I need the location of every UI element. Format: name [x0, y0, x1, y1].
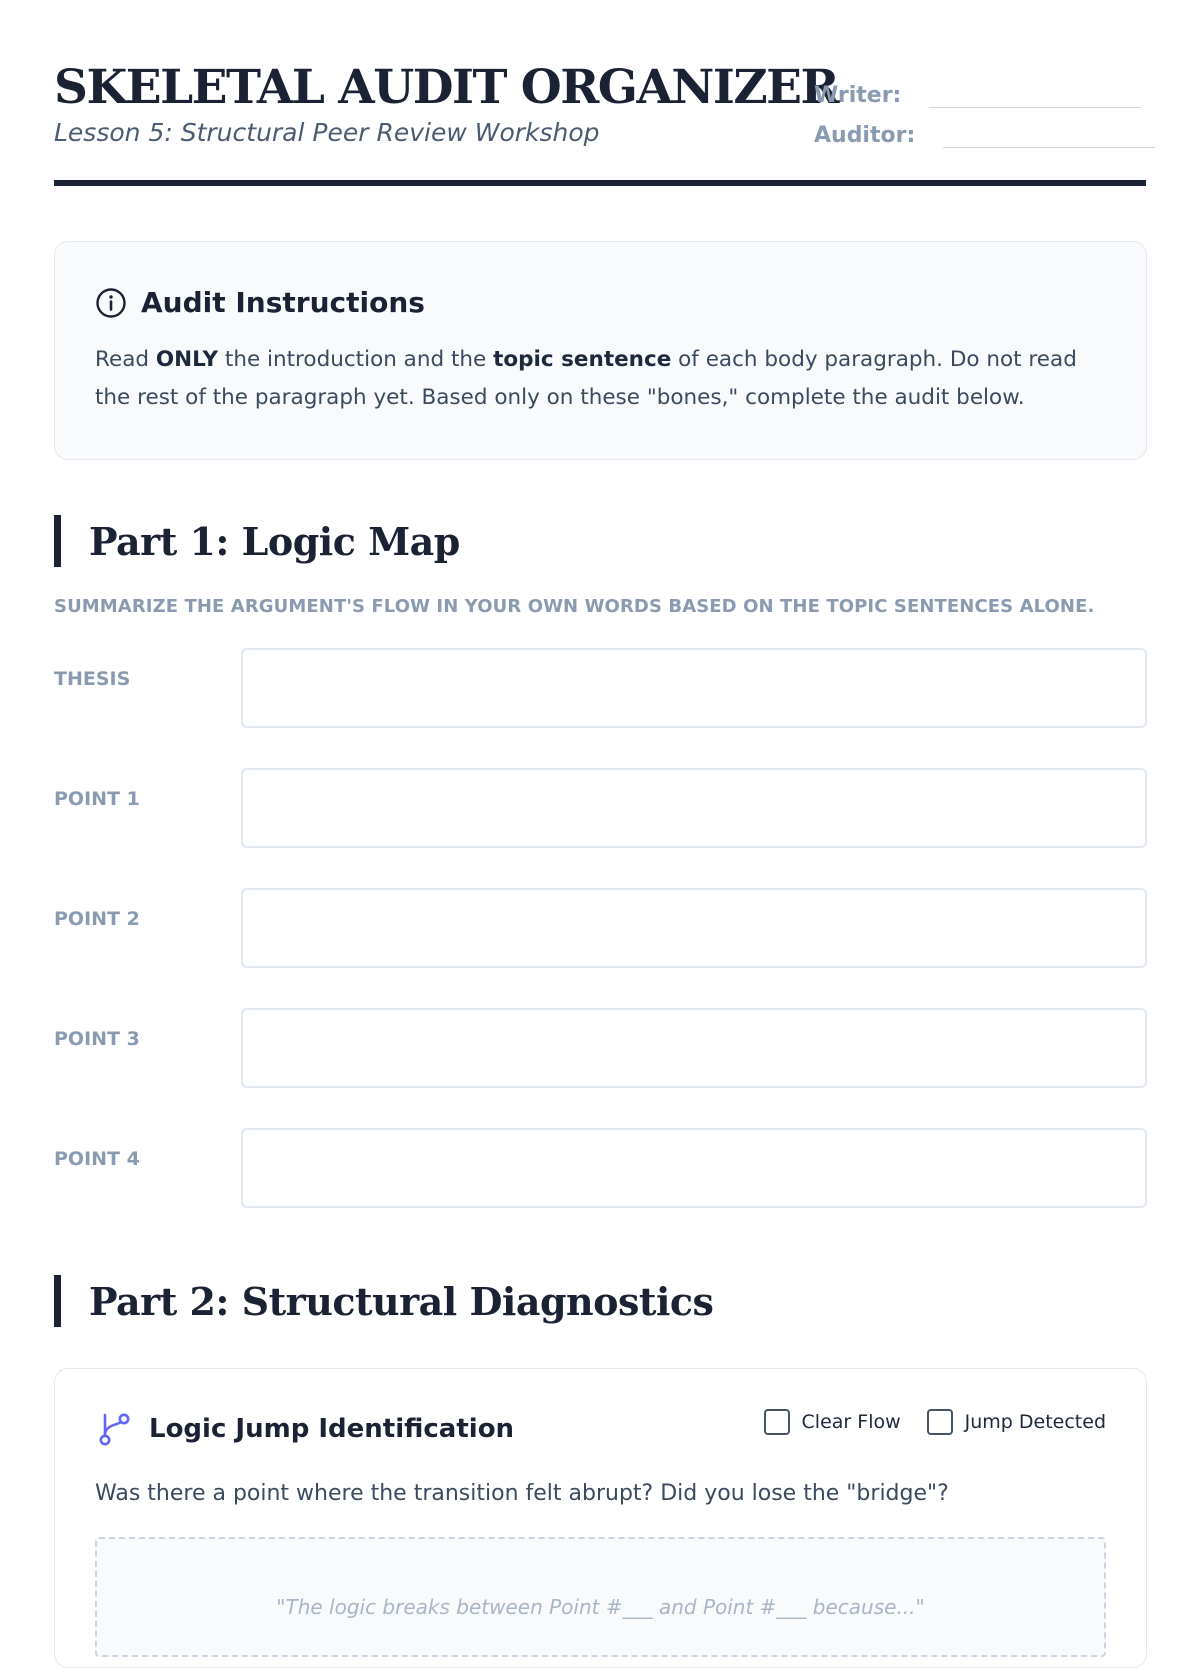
jump-detected-label: Jump Detected — [964, 1411, 1106, 1433]
jump-detected-checkbox[interactable] — [927, 1409, 953, 1435]
point-3-answer-box[interactable] — [241, 1008, 1147, 1088]
logic-map-label: POINT 1 — [54, 788, 140, 810]
logic-map-row-thesis — [54, 648, 1147, 728]
instructions-box — [54, 241, 1147, 460]
clear-flow-label: Clear Flow — [801, 1411, 901, 1433]
info-icon — [95, 287, 127, 319]
git-branch-icon — [97, 1411, 133, 1447]
header — [54, 0, 1146, 186]
jump-detected-option[interactable] — [927, 1409, 1106, 1435]
part2-heading — [54, 1275, 713, 1327]
instructions-header — [95, 286, 1106, 319]
thesis-answer-box[interactable] — [241, 648, 1147, 728]
part2-heading-text: Part 2: Structural Diagnostics — [89, 1278, 714, 1324]
point-2-answer-box[interactable] — [241, 888, 1147, 968]
part1-heading-text: Part 1: Logic Map — [89, 518, 460, 564]
logic-map-row-point-2 — [54, 888, 1147, 968]
logic-map-row-point-1 — [54, 768, 1147, 848]
clear-flow-checkbox[interactable] — [764, 1409, 790, 1435]
instructions-text-part: of each body paragraph. Do not read the rest of the paragraph yet. Based only on these "bones," complete the audit below. — [95, 347, 1077, 410]
point-4-answer-box[interactable] — [241, 1128, 1147, 1208]
clear-flow-option[interactable] — [764, 1409, 901, 1435]
logic-jump-answer-hint: "The logic breaks between Point #___ and Point #___ because..." — [276, 1595, 925, 1619]
instructions-text-part: the introduction and the — [218, 347, 494, 372]
logic-jump-card — [54, 1368, 1147, 1668]
writer-input-line[interactable] — [929, 82, 1141, 108]
auditor-field — [814, 122, 1155, 148]
logic-map-row-point-4 — [54, 1128, 1147, 1208]
instructions-emphasis-only: ONLY — [155, 347, 219, 372]
instructions-text-part: Read — [95, 347, 156, 372]
logic-jump-prompt: Was there a point where the transition felt abrupt? Did you lose the "bridge"? — [95, 1481, 949, 1506]
logic-map-row-point-3 — [54, 1008, 1147, 1088]
auditor-input-line[interactable] — [943, 122, 1155, 148]
flow-checkboxes — [738, 1409, 1106, 1435]
writer-field — [814, 82, 1141, 108]
logic-map-label: THESIS — [54, 668, 131, 690]
instructions-text — [95, 341, 1106, 417]
instructions-emphasis-topic-sentence: topic sentence — [493, 347, 672, 372]
logic-jump-title: Logic Jump Identification — [149, 1414, 515, 1444]
page-title: SKELETAL AUDIT ORGANIZER — [54, 60, 839, 115]
instructions-title: Audit Instructions — [141, 286, 425, 319]
logic-jump-answer-box[interactable] — [95, 1537, 1106, 1657]
point-1-answer-box[interactable] — [241, 768, 1147, 848]
part1-instructions: SUMMARIZE THE ARGUMENT'S FLOW IN YOUR OWN WORDS BASED ON THE TOPIC SENTENCES ALONE. — [54, 596, 1095, 617]
part1-heading — [54, 515, 460, 567]
logic-map-label: POINT 2 — [54, 908, 140, 930]
header-divider — [54, 180, 1146, 186]
page-subtitle: Lesson 5: Structural Peer Review Workshop — [54, 118, 600, 147]
auditor-label: Auditor: — [814, 123, 916, 148]
logic-map-label: POINT 4 — [54, 1148, 140, 1170]
logic-map-label: POINT 3 — [54, 1028, 140, 1050]
writer-label: Writer: — [814, 83, 902, 108]
